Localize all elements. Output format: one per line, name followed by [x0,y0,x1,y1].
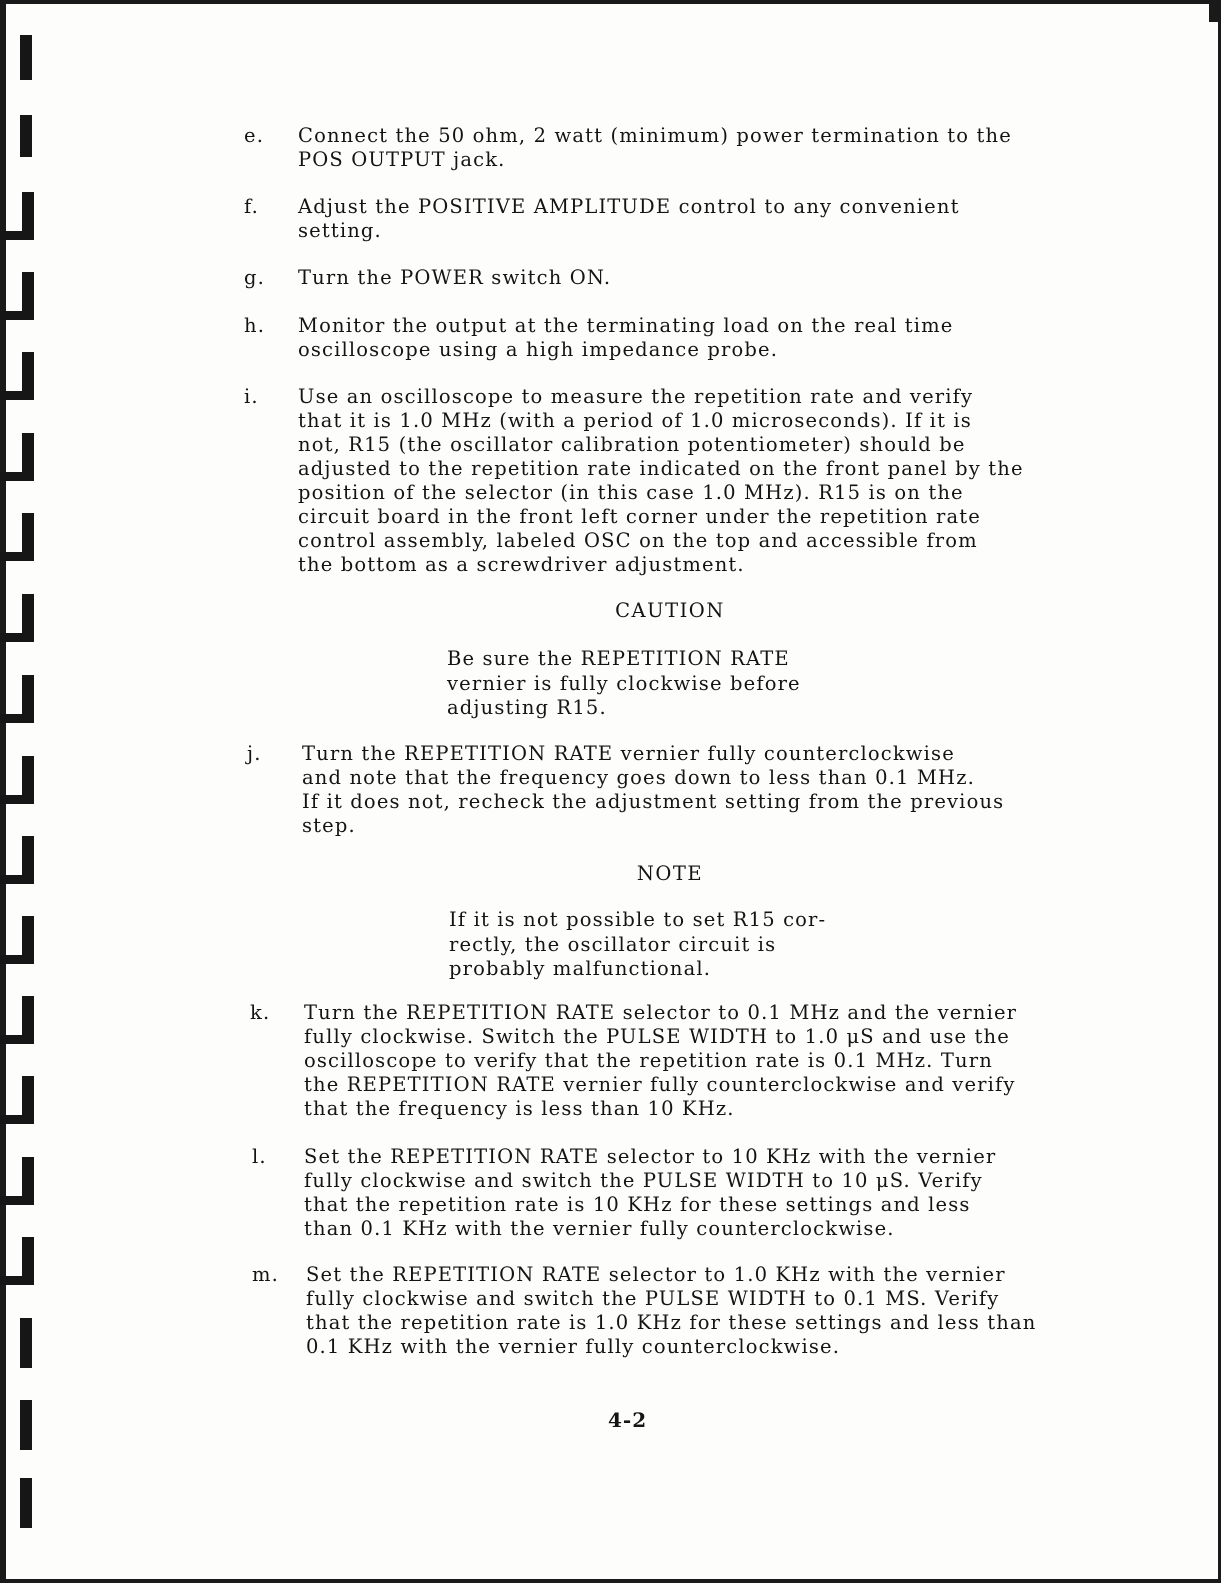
caution-heading: CAUTION [615,599,725,622]
step-letter: h. [244,314,266,337]
step-text: Connect the 50 ohm, 2 watt (minimum) power termination to the POS OUTPUT jack. [298,124,1012,171]
step-letter: k. [250,1001,271,1024]
step-letter: l. [252,1145,267,1168]
step-text: Monitor the output at the terminating load on the real time oscilloscope using a high impedance probe. [298,314,954,361]
caution-text: Be sure the REPETITION RATE vernier is fully clockwise before adjusting R15. [447,647,801,719]
step-letter: e. [244,124,265,147]
step-text: Adjust the POSITIVE AMPLITUDE control to any convenient setting. [298,195,960,242]
step-letter: i. [244,385,259,408]
step-text: Set the REPETITION RATE selector to 10 KHz with the vernier fully clockwise and switch the PULSE WIDTH to 10 μS. Verify that the repetition rate is 10 KHz for these settings and less than 0.1 KHz with the vernier fully counterclockwise. [304,1145,997,1240]
note-heading: NOTE [636,862,704,885]
step-text: Set the REPETITION RATE selector to 1.0 KHz with the vernier fully clockwise and switch the PULSE WIDTH to 0.1 MS. Verify that the repetition rate is 1.0 KHz for these settings and less than 0.1 KHz with the vernier fully counterclockwise. [306,1263,1037,1358]
step-letter: g. [244,266,265,289]
note-text: If it is not possible to set R15 cor- rectly, the oscillator circuit is probably malfunctional. [449,908,827,980]
page-number: 4-2 [608,1408,648,1432]
step-letter: m. [252,1263,279,1286]
step-letter: f. [244,195,260,218]
step-text: Turn the REPETITION RATE selector to 0.1 MHz and the vernier fully clockwise. Switch the PULSE WIDTH to 1.0 μS and use the oscilloscope to verify that the repetition rate is 0.1 MHz. Turn the REPETITION RATE vernier fully counterclockwise and verify that the frequency is less than 10 KHz. [304,1001,1018,1120]
step-letter: j. [247,742,262,765]
step-text: Use an oscilloscope to measure the repetition rate and verify that it is 1.0 MHz (with a period of 1.0 microseconds). If it is not, R15 (the oscillator calibration potentiometer) should be adjusted to the repetition rate indicated on the front panel by the position of the selector (in this case 1.0 MHz). R15 is on the circuit board in the front left corner under the repetition rate control assembly, labeled OSC on the top and accessible from the bottom as a screwdriver adjustment. [298,385,1024,576]
step-text: Turn the POWER switch ON. [298,266,612,289]
step-text: Turn the REPETITION RATE vernier fully counterclockwise and note that the frequency goes down to less than 0.1 MHz. If it does not, recheck the adjustment setting from the previous step. [302,742,1005,837]
